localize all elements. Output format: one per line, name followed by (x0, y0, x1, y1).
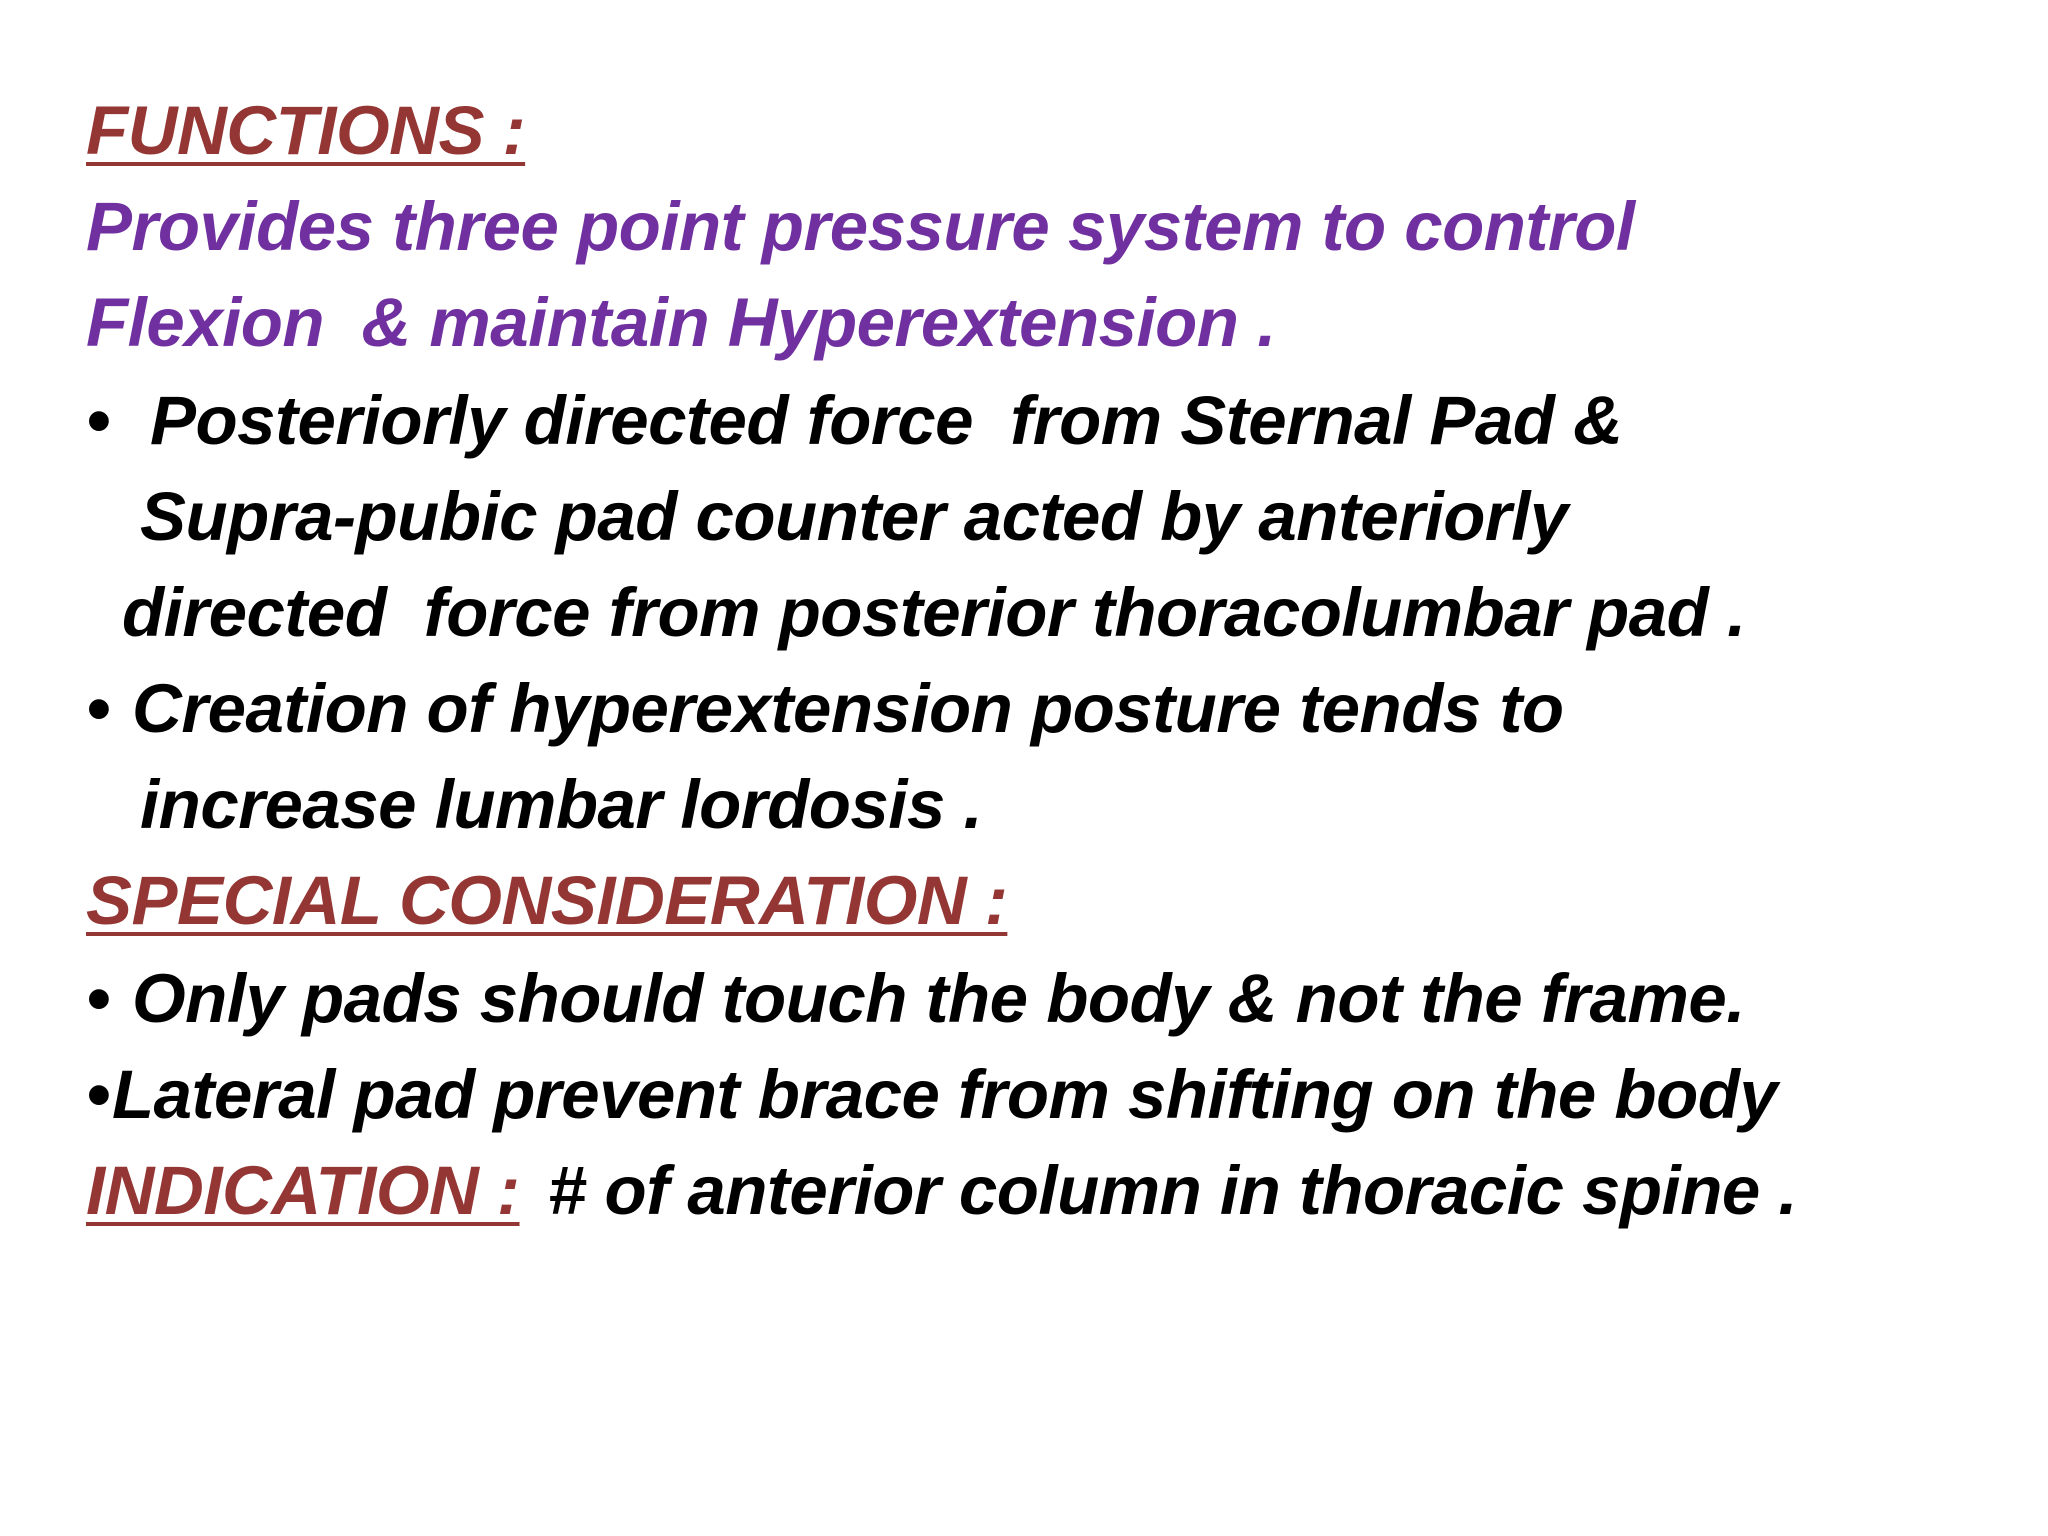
bullet-1-line-1: Posteriorly directed force from Sternal Pad & (150, 382, 1623, 459)
special-consideration-heading: SPECIAL CONSIDERATION : (86, 862, 1008, 939)
special-bullet-1-text: Only pads should touch the body & not the frame. (132, 960, 1745, 1037)
functions-text-line-2: Flexion & maintain Hyperextension . (86, 284, 1276, 361)
indication-text: # of anterior column in thoracic spine . (548, 1152, 1798, 1229)
bullet-1-line-2: Supra-pubic pad counter acted by anteriorly (140, 478, 1568, 555)
functions-text-line-1: Provides three point pressure system to control (86, 188, 1635, 265)
bullet-1-line-3: directed force from posterior thoracolumbar pad . (122, 574, 1746, 651)
bullet-2-line-1: Creation of hyperextension posture tends to (132, 670, 1564, 747)
bullet-2-line-2: increase lumbar lordosis . (140, 766, 983, 843)
bullet-1-marker: • (86, 382, 110, 459)
bullet-2-marker: • (86, 670, 110, 747)
special-bullet-1-marker: • (86, 960, 110, 1037)
special-bullet-2-text: Lateral pad prevent brace from shifting on the body (112, 1056, 1778, 1133)
indication-label: INDICATION : (86, 1152, 520, 1229)
special-bullet-2-marker: • (86, 1056, 110, 1133)
functions-heading: FUNCTIONS : (86, 92, 526, 169)
